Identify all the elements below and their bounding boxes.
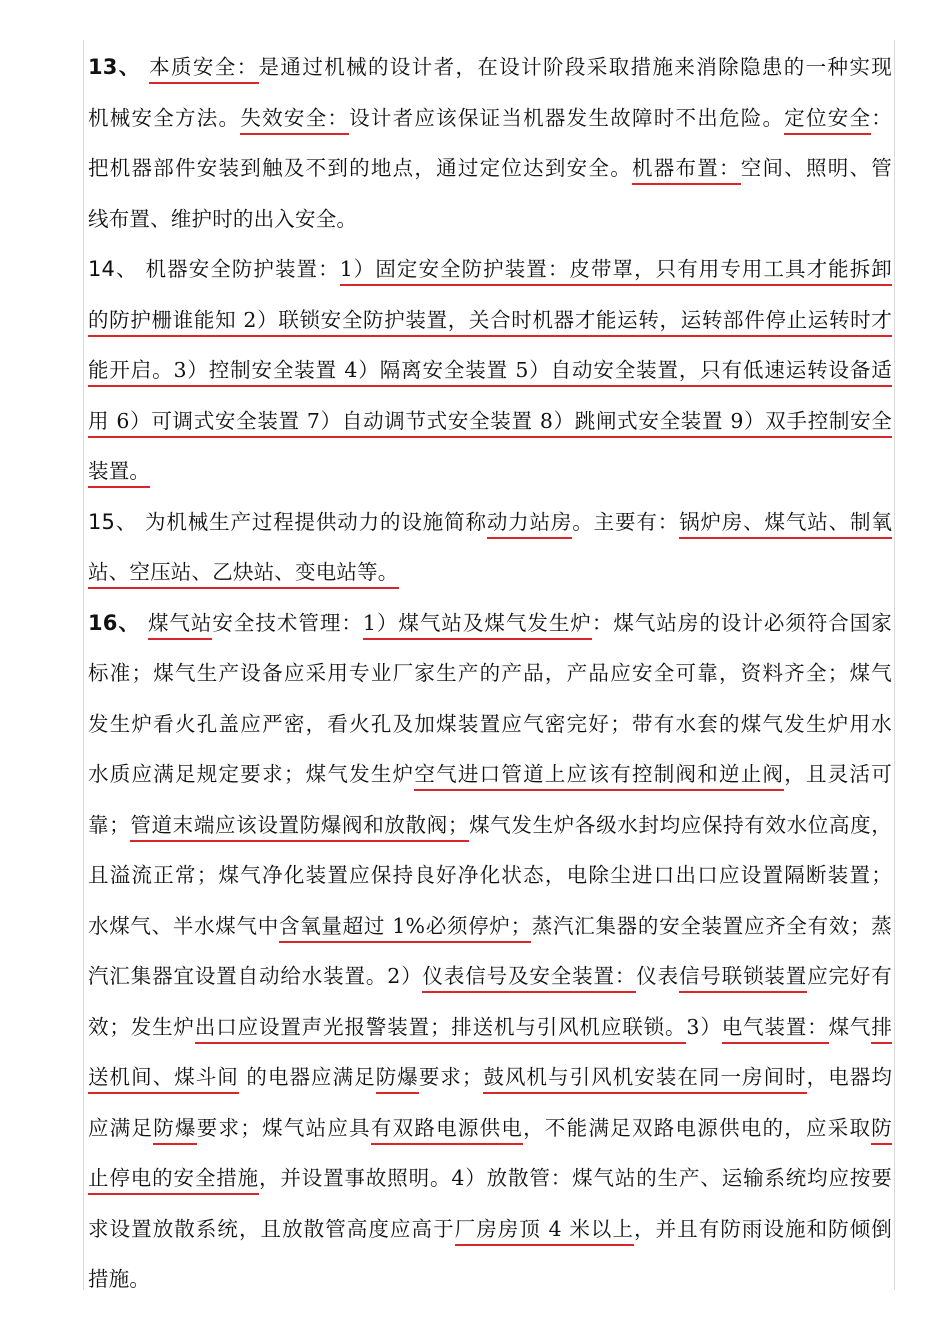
- item-number: 16、: [88, 610, 141, 635]
- list-item: [88, 598, 892, 1305]
- text-run: ：煤气站房的设计必须符合国家: [591, 610, 892, 635]
- text-line: [88, 143, 892, 194]
- underlined-key-term: 定位安全: [784, 106, 871, 135]
- text-run: 效；发生炉: [88, 1014, 195, 1039]
- text-run: 蒸汽汇集器的安全装置应齐全有效；蒸: [531, 913, 892, 938]
- text-run: ：: [871, 105, 892, 130]
- text-run: 水质应满足规定要求；煤气发生炉: [88, 762, 415, 786]
- text-run: 要求；: [418, 1065, 483, 1089]
- underlined-key-term: 防爆: [153, 1116, 197, 1145]
- underlined-key-term: 出口应设置声光报警装置；排送机与引风机应联锁。: [195, 1015, 687, 1044]
- text-line: [88, 1153, 892, 1204]
- text-line: [88, 901, 892, 952]
- text-run: ，不能满足双路电源供电的，应采取: [523, 1115, 872, 1140]
- text-run: 线布置、维护时的出入安全。: [88, 206, 358, 231]
- text-run: 。主要有：: [572, 509, 680, 534]
- text-line: [88, 749, 892, 800]
- text-run: 应完好有: [807, 964, 893, 988]
- text-run: 汽汇集器宜设置自动给水装置。2）: [88, 964, 423, 988]
- underlined-key-term: 厂房房顶 4 米以上: [455, 1217, 634, 1246]
- underlined-key-term: 止停电的安全措施: [88, 1166, 259, 1195]
- underlined-key-term: 防爆: [376, 1065, 419, 1094]
- text-run: 靠；: [88, 812, 130, 837]
- underlined-key-term: 鼓风机与引风机安装在同一房间时: [483, 1065, 807, 1094]
- text-run: 求设置放散系统，且放散管高度应高于: [88, 1216, 455, 1241]
- text-run: 煤气发生炉各级水封均应保持有效水位高度，: [468, 812, 893, 837]
- text-line: [88, 850, 892, 901]
- underlined-key-term: 1）固定安全防护装置：皮带罩，只有用专用工具才能拆卸: [340, 257, 892, 286]
- text-run: ，且灵活可: [784, 762, 892, 786]
- underlined-key-term: 机器布置：: [632, 156, 741, 185]
- underlined-key-term: 1）煤气站及煤气发生炉: [363, 611, 592, 640]
- text-line: [88, 497, 892, 548]
- text-line: [88, 244, 892, 295]
- text-run: 标准；煤气生产设备应采用专业厂家生产的产品，产品应安全可靠，资料齐全；煤气: [88, 661, 892, 685]
- text-line: [88, 446, 892, 497]
- text-line: [88, 1204, 892, 1255]
- text-line: [88, 396, 892, 447]
- underlined-key-term: 电气装置：: [722, 1015, 829, 1044]
- text-run: 要求；煤气站应具: [196, 1115, 371, 1140]
- list-item: [88, 244, 892, 497]
- list-item: [88, 42, 892, 244]
- text-run: 安全技术管理：: [212, 610, 363, 635]
- text-run: 应满足: [88, 1115, 154, 1140]
- underlined-key-term: 信号联锁装置: [679, 964, 807, 993]
- text-line: [88, 1254, 892, 1305]
- text-line: [88, 699, 892, 750]
- underlined-key-term: 防: [871, 1116, 892, 1145]
- underlined-key-term: 仪表信号及安全装置：: [422, 964, 636, 993]
- text-run: 机器安全防护装置：: [138, 257, 340, 281]
- text-run: ，电器均: [806, 1065, 893, 1089]
- underlined-key-term: 动力站房: [487, 510, 572, 539]
- text-line: [88, 42, 892, 93]
- text-run: 仪表: [636, 964, 679, 988]
- underlined-key-term: 能开启。3）控制安全装置 4）隔离安全装置 5）自动安全装置，只有低速运转设备适: [88, 358, 892, 387]
- text-line: [88, 93, 892, 144]
- text-run: 煤气: [828, 1014, 872, 1039]
- underlined-key-term: 的防护栅谁能知 2）联锁安全防护装置，关合时机器才能运转，运转部件停止运转时才: [88, 308, 892, 337]
- text-run: ，并且有防雨设施和防倾倒: [634, 1216, 892, 1241]
- text-line: [88, 547, 892, 598]
- text-line: [88, 345, 892, 396]
- text-line: [88, 1052, 892, 1103]
- text-line: [88, 295, 892, 346]
- item-number: 14、: [88, 257, 139, 281]
- text-run: 发生炉看火孔盖应严密，看火孔及加煤装置应气密完好；带有水套的煤气发生炉用水: [88, 711, 892, 736]
- text-run: 空间、照明、管: [740, 156, 892, 180]
- underlined-key-term: 煤气站: [148, 611, 212, 640]
- list-item: [88, 497, 892, 598]
- text-line: [88, 1103, 892, 1154]
- underlined-key-term: 送机间、煤斗间: [88, 1065, 239, 1094]
- underlined-key-term: 用 6）可调式安全装置 7）自动调节式安全装置 8）跳闸式安全装置 9）双手控制安全: [88, 409, 892, 438]
- underlined-key-term: 失效安全：: [240, 106, 349, 135]
- text-run: 机械安全方法。: [88, 105, 241, 130]
- item-number: 15、: [88, 509, 138, 534]
- text-run: 且溢流正常；煤气净化装置应保持良好净化状态，电除尘进口出口应设置隔断装置；: [88, 863, 892, 887]
- text-line: [88, 598, 892, 649]
- text-run: 为机械生产过程提供动力的设施简称: [137, 509, 487, 534]
- text-run: 水煤气、半水煤气中: [88, 913, 279, 938]
- underlined-key-term: 有双路电源供电: [371, 1116, 523, 1145]
- underlined-key-term: 含氧量超过 1%必须停炉；: [279, 914, 531, 943]
- text-line: [88, 800, 892, 851]
- underlined-key-term: 排: [871, 1015, 892, 1044]
- text-run: [140, 611, 148, 635]
- underlined-key-term: 本质安全：: [149, 55, 258, 84]
- text-line: [88, 648, 892, 699]
- text-run: [141, 55, 149, 79]
- text-line: [88, 194, 892, 245]
- underlined-key-term: 锅炉房、煤气站、制氧: [679, 510, 892, 539]
- item-number: 13、: [88, 55, 142, 79]
- text-line: [88, 951, 892, 1002]
- underlined-key-term: 装置。: [88, 459, 150, 488]
- text-run: 3）: [686, 1014, 722, 1039]
- text-run: 设计者应该保证当机器发生故障时不出危险。: [349, 105, 785, 130]
- text-run: ，并设置事故照明。4）放散管：煤气站的生产、运输系统均应按要: [258, 1166, 892, 1190]
- text-run: 的电器应满足: [238, 1065, 376, 1089]
- text-line: [88, 1002, 892, 1053]
- text-run: 措施。: [88, 1267, 151, 1291]
- document-body: [88, 42, 892, 1305]
- text-run: 是通过机械的设计者，在设计阶段采取措施来消除隐患的一种实现: [258, 55, 893, 79]
- underlined-key-term: 站、空压站、乙炔站、变电站等。: [88, 560, 399, 589]
- underlined-key-term: 管道末端应该设置防爆阀和放散阀；: [130, 813, 469, 842]
- text-run: 把机器部件安装到触及不到的地点，通过定位达到安全。: [88, 156, 632, 180]
- underlined-key-term: 空气进口管道上应该有控制阀和逆止阀: [414, 762, 784, 791]
